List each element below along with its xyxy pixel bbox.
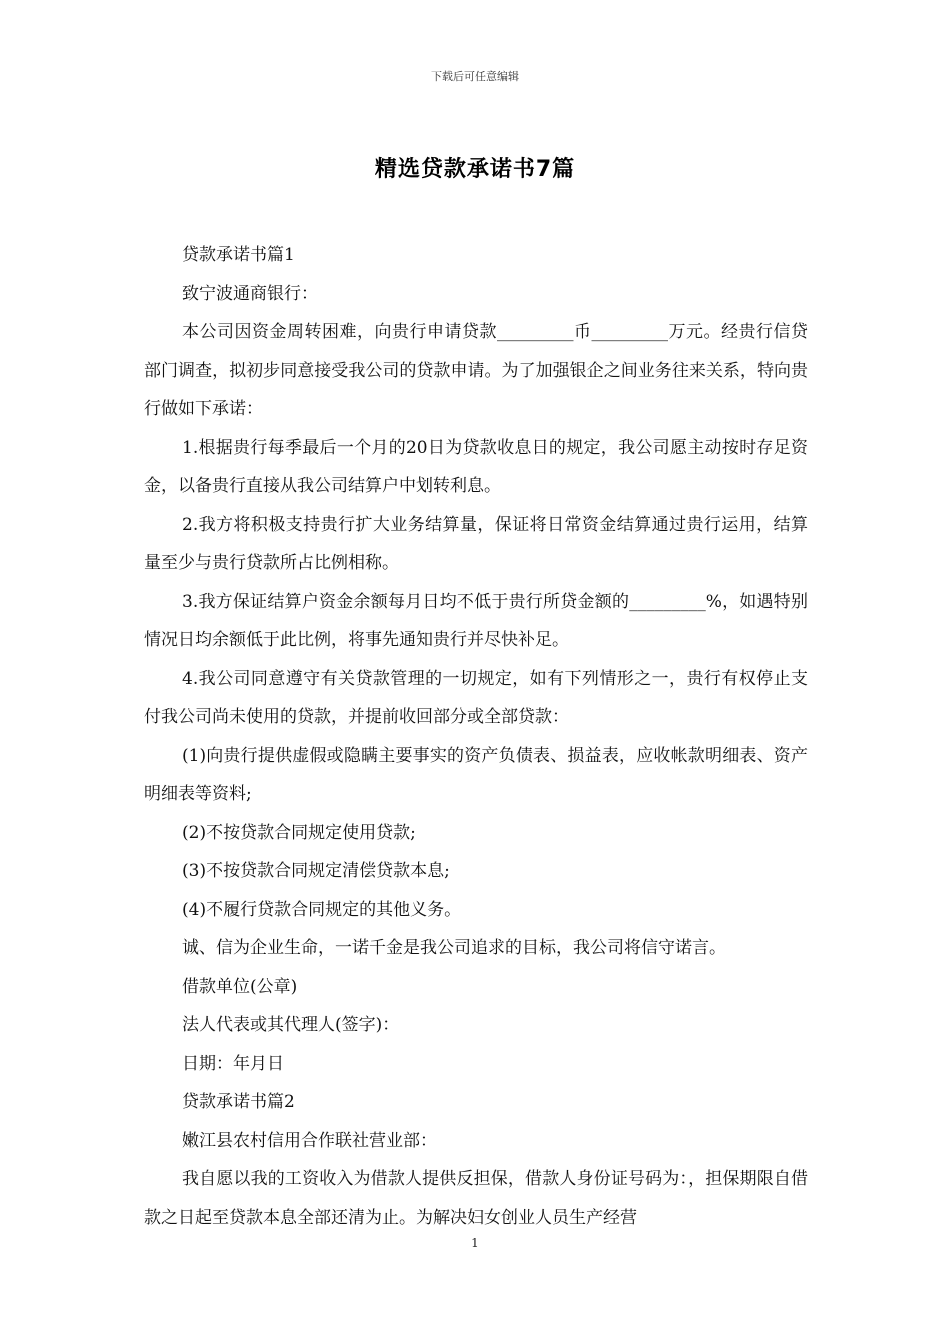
paragraph: 贷款承诺书篇1 [182, 245, 295, 265]
document-body [144, 236, 808, 1237]
paragraph: 日期：年月日 [182, 1053, 284, 1074]
paragraph: (4)不履行贷款合同规定的其他义务。 [182, 899, 462, 920]
paragraph: (1)向贵行提供虚假或隐瞒主要事实的资产负债表、损益表，应收帐款明细表、资产明细表等资料; [144, 745, 808, 804]
paragraph: 嫩江县农村信用合作联社营业部： [182, 1130, 437, 1151]
paragraph: 我自愿以我的工资收入为借款人提供反担保，借款人身份证号码为：，担保期限自借款之日起至贷款本息全部还清为止。为解决妇女创业人员生产经营 [144, 1169, 808, 1228]
paragraph: 本公司因资金周转困难，向贵行申请贷款_________币_________万元。经贵行信贷部门调查，拟初步同意接受我公司的贷款申请。为了加强银企之间业务往来关系，特向贵行做如下承诺： [144, 322, 808, 419]
document-title: 精选贷款承诺书7篇 [374, 157, 576, 182]
paragraph: 诚、信为企业生命，一诺千金是我公司追求的目标，我公司将信守诺言。 [182, 938, 726, 958]
paragraph: 4.我公司同意遵守有关贷款管理的一切规定，如有下列情形之一，贵行有权停止支付我公司尚未使用的贷款，并提前收回部分或全部贷款： [144, 668, 808, 727]
paragraph: 贷款承诺书篇2 [182, 1092, 295, 1112]
paragraph: 借款单位(公章) [182, 976, 298, 997]
paragraph: 3.我方保证结算户资金余额每月日均不低于贵行所贷金额的_________%，如遇特别情况日均余额低于此比例，将事先通知贵行并尽快补足。 [144, 591, 808, 650]
paragraph: (3)不按贷款合同规定清偿贷款本息; [182, 861, 450, 881]
page-header: 下载后可任意编辑 [431, 70, 519, 83]
paragraph: 法人代表或其代理人(签字)： [182, 1015, 400, 1035]
paragraph: 2.我方将积极支持贵行扩大业务结算量，保证将日常资金结算通过贵行运用，结算量至少与贵行贷款所占比例相称。 [144, 514, 808, 573]
paragraph: 致宁波通商银行： [182, 283, 318, 304]
page-number: 1 [471, 1236, 479, 1250]
paragraph: (2)不按贷款合同规定使用贷款; [182, 822, 416, 843]
paragraph: 1.根据贵行每季最后一个月的20日为贷款收息日的规定，我公司愿主动按时存足资金，以备贵行直接从我公司结算户中划转利息。 [144, 437, 808, 496]
